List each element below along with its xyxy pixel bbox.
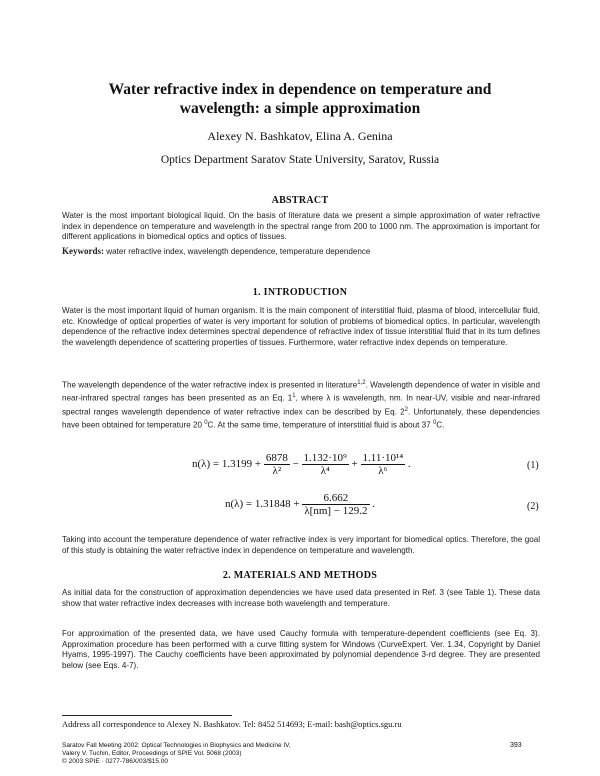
- keywords-text: water refractive index, wavelength dependence, temperature dependence: [106, 247, 371, 256]
- equation-2-number: (2): [527, 501, 539, 512]
- after-equation-paragraph: Taking into account the temperature dependence of water refractive index is very important for biomedical optics. Therefore, the goal of this study is obtaining the water refractive index in dependence on temperature and wavelength.: [62, 535, 540, 555]
- introduction-paragraph-1: Water is the most important liquid of human organism. It is the main component of interstitial fluid, plasma of blood, intercellular fluid, etc. Knowledge of optical properties of water is very important for solution of problems of biomedical optics. In particular, wavelength dependence of the refractive index determines spectral dependence of refractive index of tissue interstitial fluid that in its turn defines the wavelength dependence of scattering properties of tissues. Furthermore, water refractive index depends on temperature.: [62, 306, 540, 347]
- paper-title: [60, 80, 540, 118]
- title-line-1: Water refractive index in dependence on temperature and: [108, 81, 492, 98]
- page-footer: [62, 742, 482, 765]
- eq1-term-1: $\frac{6878}{\text{λ²}}$: [265, 452, 288, 477]
- title-line-2: wavelength: a simple approximation: [179, 100, 421, 117]
- keywords-label: Keywords:: [62, 246, 104, 256]
- affiliation: Optics Department Saratov State University, Saratov, Russia: [160, 154, 440, 166]
- methods-paragraph-2: For approximation of the presented data, we have used Cauchy formula with temperature-dependent coefficients (see Eq. 3). Approximation procedure has been performed with a curve fitting system for Windows (CurveExpert. Ver. 1.34, Copyright by Daniel Hyams, 1995-1997). The Cauchy coefficients have been approximated by polynomial dependence 3-rd degree. They are presented below (see Eqs. 4-7).: [62, 629, 540, 670]
- equation-2: n(λ) = 1.31848 + $\frac{6.662}{\lambda[nm] - 129.2}$ .: [225, 492, 375, 517]
- methods-heading: 2. MATERIALS AND METHODS: [222, 570, 378, 581]
- page-number: 393: [510, 742, 522, 749]
- introduction-paragraph-2: The wavelength dependence of the water refractive index is presented in literature$^{1,2}$. Wavelength dependence of water in visible and near-infrared spectral ranges has been presented as an Eq. $1^1$, where λ is wavelength, nm. In near-UV, visible and near-infrared spectral ranges wavelength dependence of water refractive index can be described by Eq. $2^2$. Unfortunately, these dependencies have been obtained for temperature 20 $^0$C. At the same time, temperature of interstitial fluid is about 37 $^0$C.: [62, 380, 541, 430]
- introduction-heading: 1. INTRODUCTION: [252, 287, 348, 298]
- methods-paragraph-1: As initial data for the construction of approximation dependencies we have used data presented in Ref. 3 (see Table 1). These data show that water refractive index decreases with increase both wavelength and temperature.: [62, 588, 540, 608]
- footer-line-1: Saratov Fall Meeting 2002: Optical Technologies in Biophysics and Medicine IV,: [62, 742, 291, 749]
- abstract-heading: ABSTRACT: [271, 195, 329, 206]
- footnote-rule: [62, 715, 232, 716]
- eq2-fraction: $\frac{6.662}{\lambda[nm] - 129.2}$: [304, 492, 368, 517]
- eq1-term-3: $\frac{\text{1.11·10¹⁴}}{\text{λ⁶}}$: [362, 452, 404, 477]
- equation-1-number: (1): [527, 460, 539, 471]
- footnote: Address all correspondence to Alexey N. Bashkatov. Tel: 8452 514693; E-mail: bash@optics.sgu.ru: [62, 719, 402, 729]
- equation-1: n(λ) = 1.3199 + $\frac{6878}{\text{λ²}}$ − $\frac{\text{1.132·10⁹}}{\text{λ⁴}}$ + $\frac{\text{1.11·10¹⁴}}{\text{λ⁶}}$ .: [192, 452, 411, 477]
- footer-line-3: © 2003 SPIE · 0277-786X/03/$15.00: [62, 757, 168, 765]
- eq1-term-2: $\frac{\text{1.132·10⁹}}{\text{λ⁴}}$: [303, 452, 347, 477]
- abstract-text: Water is the most important biological liquid. On the basis of literature data we present a simple approximation of water refractive index in dependence on temperature and wavelength in the spectral range from 200 to 1000 nm. The approximation is important for different applications in biomedical optics and optics of tissues.: [62, 211, 540, 242]
- footer-line-2: Valery V. Tuchin, Editor, Proceedings of SPIE Vol. 5068 (2003): [62, 749, 242, 757]
- authors: Alexey N. Bashkatov, Elina A. Genina: [207, 129, 393, 143]
- keywords: [62, 246, 540, 258]
